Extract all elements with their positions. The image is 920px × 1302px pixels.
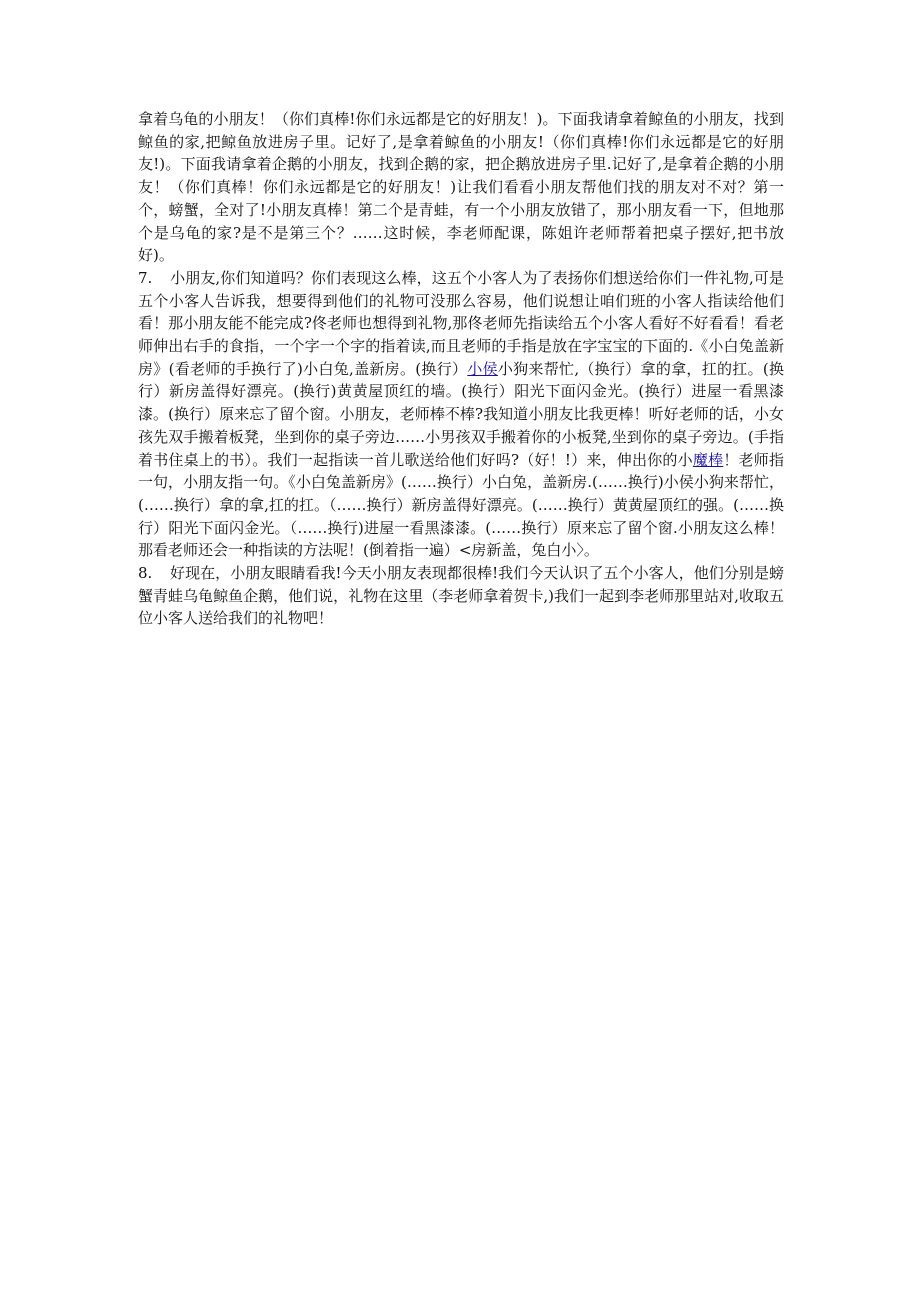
paragraph-item-8 [138, 562, 784, 630]
hyperlink-xiaohou[interactable]: 小侯 [467, 359, 498, 378]
paragraph-text: ！老师指一句，小朋友指一句。《小白兔盖新房》(……换行）小白兔，盖新房.(……换行)小侯小狗来帮忙，(……换行）拿的拿,扛的扛。（……换行）新房盖得好漂亮。(……换行）黄黄屋顶红的强。(……换行）阳光下面闪金光。（……换行)进屋一看黑漆漆。(……换行）原来忘了留个窗.小朋友这么棒！那看老师还会一种指读的方法呢！(倒着指一遍）<房新盖，兔白小〉。 [138, 450, 784, 560]
paragraph-text: 好现在，小朋友眼睛看我!今天小朋友表现都很棒!我们今天认识了五个小客人，他们分别是螃蟹青蛙乌龟鲸鱼企鹅，他们说，礼物在这里（李老师拿着贺卡,)我们一起到李老师那里站对,收取五位小客人送给我们的礼物吧！ [138, 564, 784, 628]
paragraph-text: 小狗来帮忙,（换行）拿的拿，扛的扛。(换行）新房盖得好漂亮。(换行)黄黄屋顶红的墙。(换行）阳光下面闪金光。(换行）进屋一看黑漆漆。(换行）原来忘了留个窗。小朋友，老师棒不棒?我知道小朋友比我更棒！听好老师的话，小女孩先双手搬着板凳，坐到你的桌子旁边……小男孩双手搬着你的小板凳,坐到你的桌子旁边。(手指着书住桌上的书）。我们一起指读一首儿歌送给他们好吗?（好！!）来，伸出你的小 [138, 359, 784, 469]
paragraph-text: 拿着乌龟的小朋友！（你们真棒!你们永远都是它的好朋友！)。下面我请拿着鲸鱼的小朋友，找到鲸鱼的家,把鲸鱼放进房子里。记好了,是拿着鲸鱼的小朋友!（你们真棒!你们永远都是它的好朋友!)。下面我请拿着企鹅的小朋友，找到企鹅的家，把企鹅放进房子里.记好了,是拿着企鹅的小朋友！（你们真棒！你们永远都是它的好朋友！)让我们看看小朋友帮他们找的朋友对不对？第一个，螃蟹，全对了!小朋友真棒！第二个是青蛙，有一个小朋友放错了，那小朋友看一下，但地那个是乌龟的家?是不是第三个？……这时候，李老师配课，陈姐许老师帮着把桌子摆好,把书放好)。 [138, 110, 784, 265]
paragraph-text: 小朋友,你们知道吗？你们表现这么棒，这五个小客人为了表扬你们想送给你们一件礼物,可是五个小客人告诉我，想要得到他们的礼物可没那么容易，他们说想让咱们班的小客人指读给他们看！那小朋友能不能完成?佟老师也想得到礼物,那佟老师先指读给五个小客人看好不好看看！看老师伸出右手的食指，一个字一个字的指着读,而且老师的手指是放在字宝宝的下面的.《小白兔盖新房》(看老师的手换行了)小白兔,盖新房。(换行） [138, 268, 784, 378]
paragraph-continuation [138, 108, 784, 267]
item-number: 7. [138, 268, 153, 287]
document-page [138, 108, 784, 630]
item-number: 8. [138, 564, 153, 583]
hyperlink-mobang[interactable]: 魔棒 [692, 450, 724, 469]
paragraph-item-7 [138, 267, 784, 562]
